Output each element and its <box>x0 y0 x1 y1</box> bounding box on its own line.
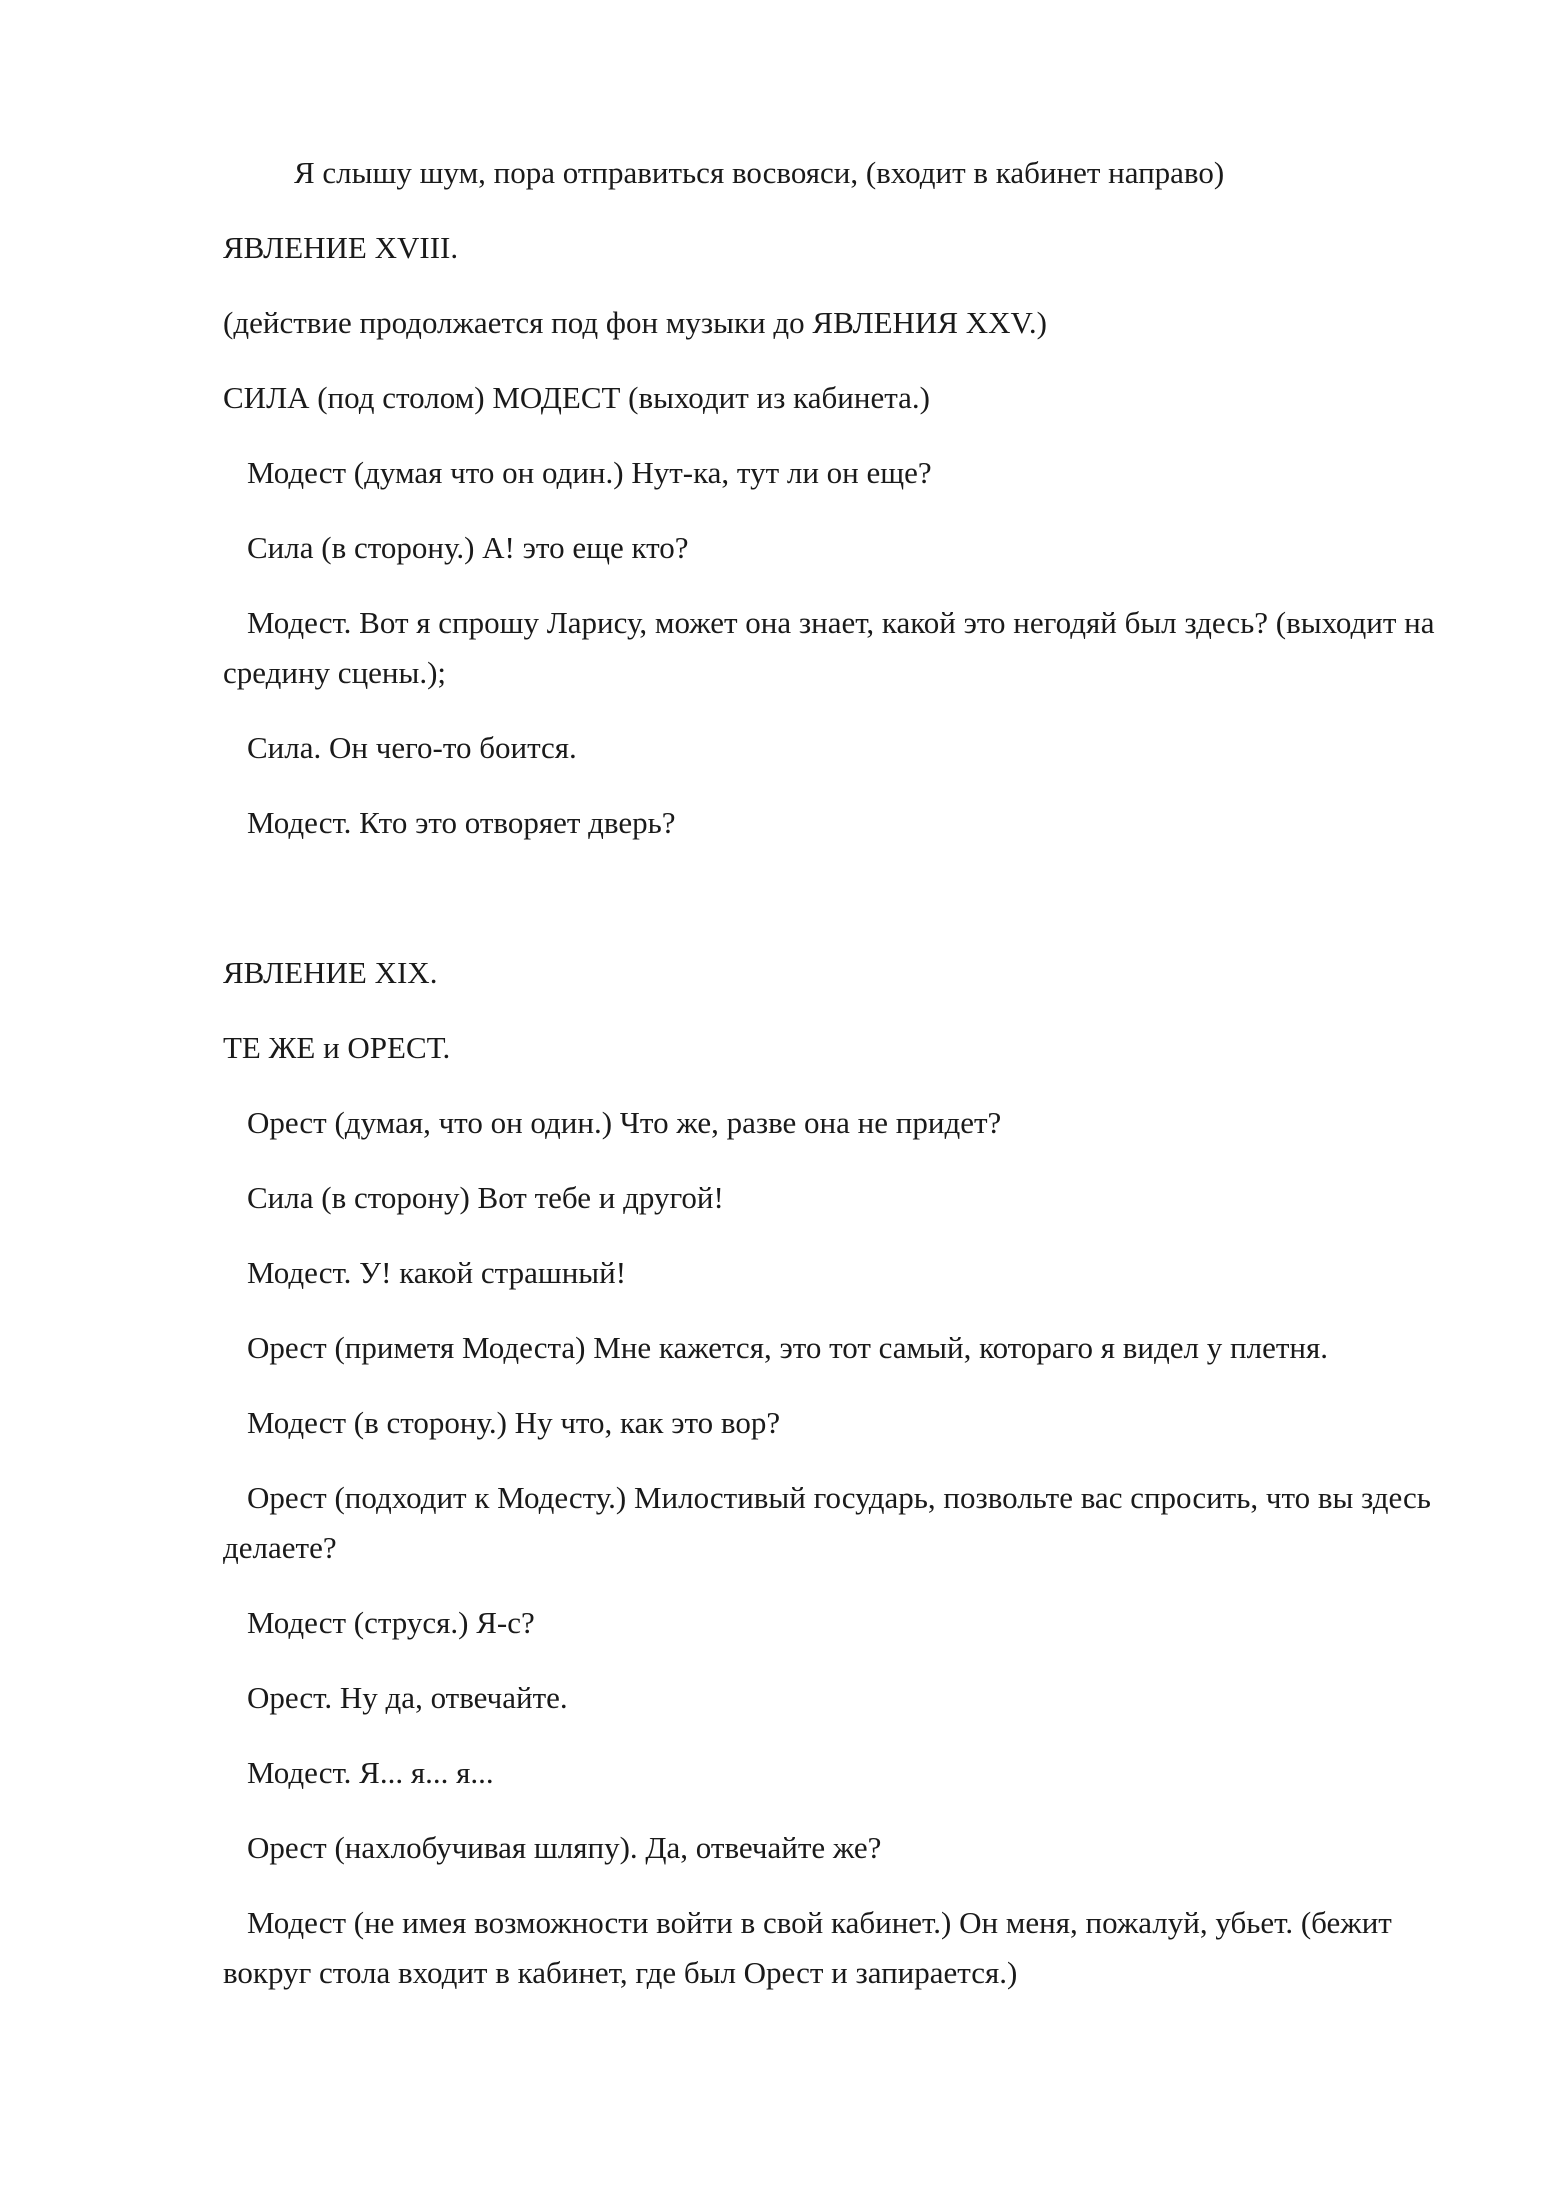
paragraph: Орест (нахлобучивая шляпу). Да, отвечайте же? <box>247 1830 882 1865</box>
paragraph: Модест (струся.) Я-с? <box>247 1605 535 1640</box>
paragraph: Сила (в сторону) Вот тебе и другой! <box>247 1180 724 1215</box>
paragraph: Модест (думая что он один.) Нут-ка, тут ли он еще? <box>247 455 932 490</box>
paragraph: ТЕ ЖЕ и ОРЕСТ. <box>223 1030 451 1065</box>
paragraph: Сила. Он чего-то боится. <box>247 730 577 765</box>
paragraph: Сила (в сторону.) А! это еще кто? <box>247 530 689 565</box>
paragraph: Модест. У! какой страшный! <box>247 1255 627 1290</box>
paragraph: Орест (думая, что он один.) Что же, разве она не придет? <box>247 1105 1002 1140</box>
blank-line <box>223 873 1438 923</box>
paragraph: Модест. Вот я спрошу Ларису, может она знает, какой это негодяй был здесь? (выходит на средину сцены.); <box>223 605 1435 690</box>
paragraph: Модест (в сторону.) Ну что, как это вор? <box>247 1405 781 1440</box>
scene-heading: ЯВЛЕНИЕ XVIII. <box>223 230 459 265</box>
paragraph: Модест (не имея возможности войти в свой кабинет.) Он меня, пожалуй, убьет. (бежит вокруг стола входит в кабинет, где был Орест и запирается.) <box>223 1905 1392 1990</box>
document-page <box>223 148 1438 2023</box>
paragraph: Модест. Я... я... я... <box>247 1755 494 1790</box>
paragraph: Орест. Ну да, отвечайте. <box>247 1680 568 1715</box>
paragraph: (действие продолжается под фон музыки до ЯВЛЕНИЯ XXV.) <box>223 305 1047 340</box>
paragraph: СИЛА (под столом) МОДЕСТ (выходит из кабинета.) <box>223 380 930 415</box>
paragraph: Я слышу шум, пора отправиться восвояси, (входит в кабинет направо) <box>294 155 1225 190</box>
paragraph: Орест (подходит к Модесту.) Милостивый государь, позвольте вас спросить, что вы здесь делаете? <box>223 1480 1431 1565</box>
paragraph: Модест. Кто это отворяет дверь? <box>247 805 676 840</box>
scene-heading: ЯВЛЕНИЕ XIX. <box>223 955 438 990</box>
paragraph: Орест (приметя Модеста) Мне кажется, это тот самый, котораго я видел у плетня. <box>247 1330 1328 1365</box>
